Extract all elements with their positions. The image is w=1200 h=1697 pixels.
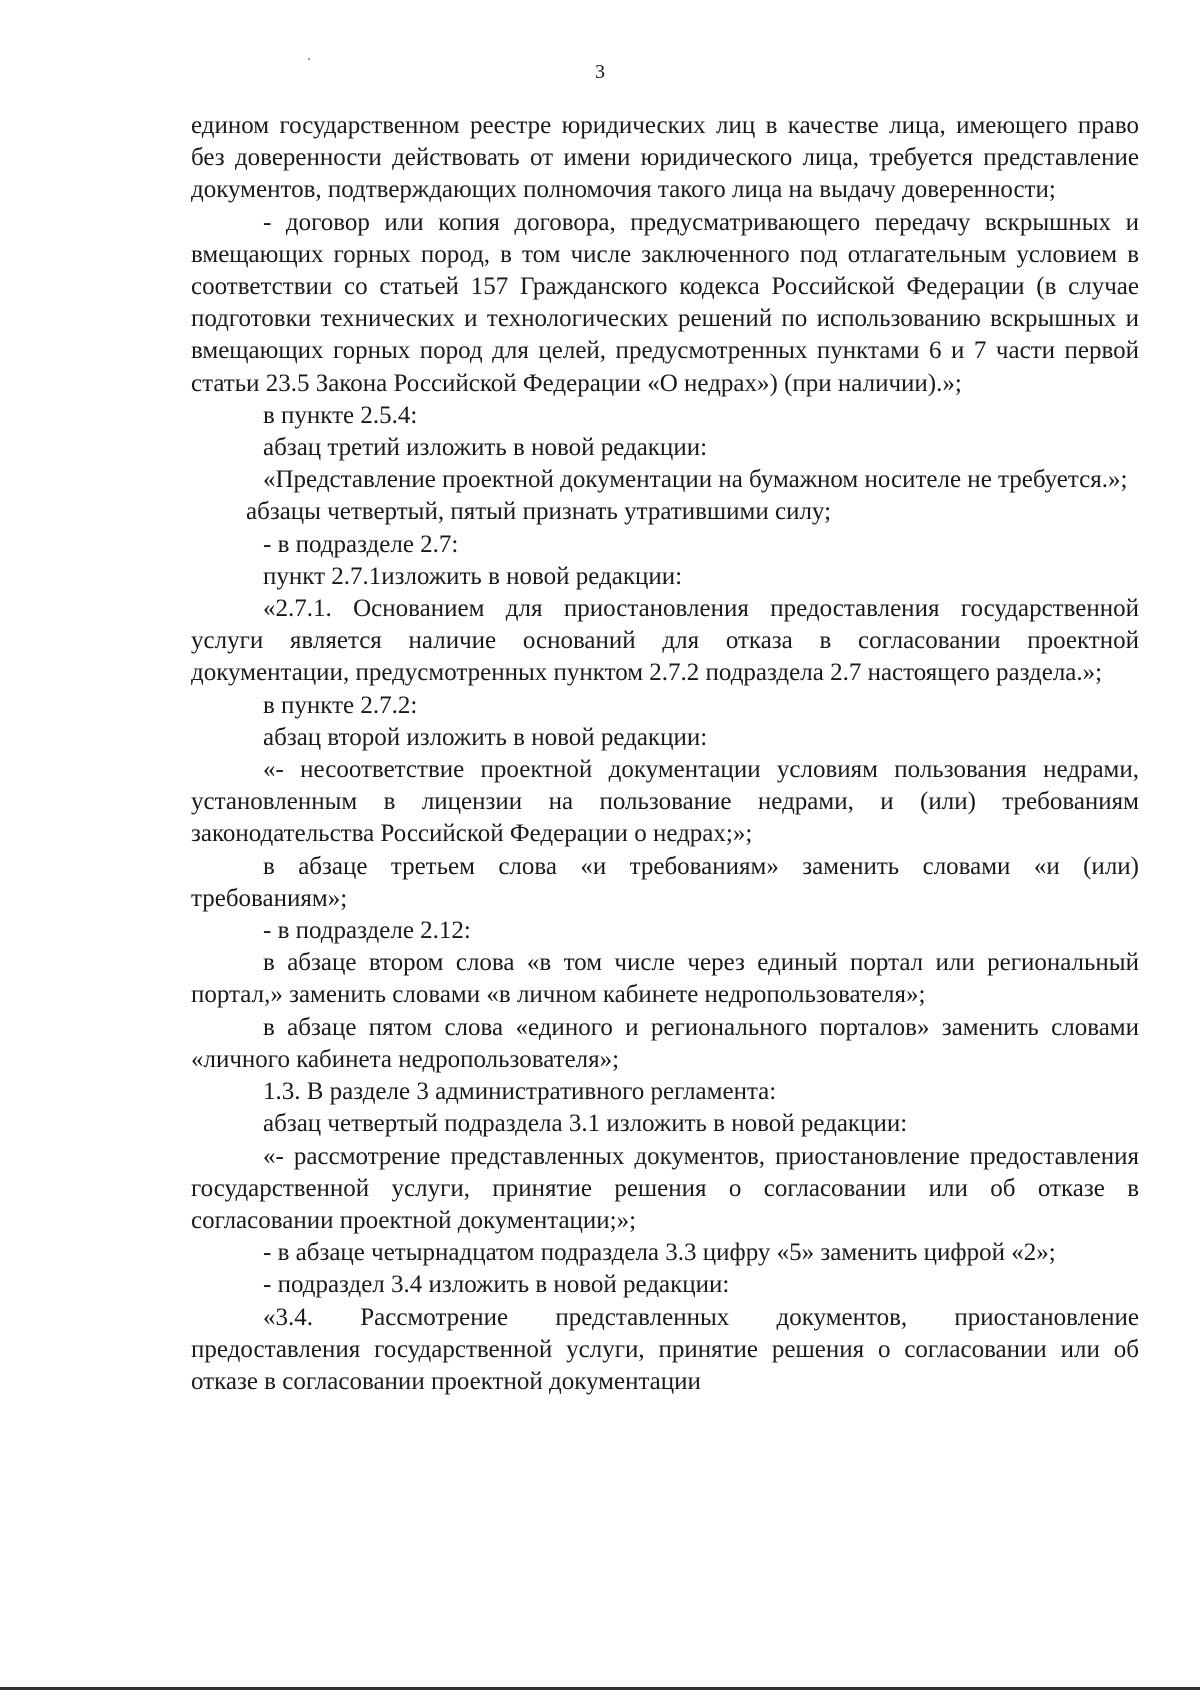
- paragraph: абзац второй изложить в новой редакции:: [263, 723, 708, 751]
- paragraph: в пункте 2.5.4:: [263, 401, 418, 429]
- paragraph: абзацы четвертый, пятый признать утратившими силу;: [246, 498, 832, 526]
- paragraph: в абзаце втором слова «в том числе через единый портал или региональный портал,» заменить словами «в личном кабинете недропользователя»;: [191, 949, 1139, 1009]
- page-number: 3: [595, 61, 605, 83]
- document-body: [191, 110, 1139, 1398]
- paragraph: в пункте 2.7.2:: [263, 691, 418, 719]
- paragraph: - в подразделе 2.7:: [263, 530, 459, 558]
- paragraph: пункт 2.7.1изложить в новой редакции:: [263, 562, 683, 590]
- paragraph: «- рассмотрение представленных документов, приостановление предоставления государственной услуги, принятие решения о согласовании или об отказе в согласовании проектной документации;»;: [191, 1142, 1139, 1234]
- scan-edge-line: [0, 1687, 1200, 1690]
- paragraph: в абзаце третьем слова «и требованиям» заменить словами «и (или) требованиям»;: [191, 852, 1139, 912]
- paragraph: «3.4. Рассмотрение представленных документов, приостановление предоставления государственной услуги, принятие решения о согласовании или об отказе в согласовании проектной документации: [191, 1303, 1139, 1395]
- paragraph: «Представление проектной документации на бумажном носителе не требуется.»;: [263, 466, 1128, 494]
- paragraph: - в подразделе 2.12:: [263, 917, 471, 945]
- paragraph: «- несоответствие проектной документации условиям пользования недрами, установленным в лицензии на пользование недрами, и (или) требованиям законодательства Российской Федерации о недрах;»;: [191, 756, 1139, 848]
- paragraph: - договор или копия договора, предусматривающего передачу вскрышных и вмещающих горных пород, в том числе заключенного под отлагательным условием в соответствии со статьей 157 Гражданского кодекса Российской Федерации (в случае подготовки технических и технологических решений по использованию вскрышных и вмещающих горных пород для целей, предусмотренных пунктами 6 и 7 части первой статьи 23.5 Закона Российской Федерации «О недрах») (при наличии).»;: [191, 208, 1139, 397]
- paragraph: - в абзаце четырнадцатом подраздела 3.3 цифру «5» заменить цифрой «2»;: [263, 1239, 1056, 1267]
- paragraph: «2.7.1. Основанием для приостановления предоставления государственной услуги является наличие оснований для отказа в согласовании проектной документации, предусмотренных пунктом 2.7.2 подраздела 2.7 настоящего раздела.»;: [191, 595, 1139, 687]
- paragraph: в абзаце пятом слова «единого и регионального порталов» заменить словами «личного кабинета недропользователя»;: [191, 1013, 1139, 1073]
- paragraph: абзац четвертый подраздела 3.1 изложить в новой редакции:: [263, 1110, 908, 1138]
- paragraph: абзац третий изложить в новой редакции:: [263, 434, 708, 462]
- paragraph: - подраздел 3.4 изложить в новой редакции:: [263, 1271, 730, 1299]
- paragraph: едином государственном реестре юридических лиц в качестве лица, имеющего право без доверенности действовать от имени юридического лица, требуется представление документов, подтверждающих полномочия такого лица на выдачу доверенности;: [191, 112, 1139, 204]
- scan-speck: [308, 58, 310, 60]
- paragraph: 1.3. В разделе 3 административного регламента:: [263, 1078, 777, 1106]
